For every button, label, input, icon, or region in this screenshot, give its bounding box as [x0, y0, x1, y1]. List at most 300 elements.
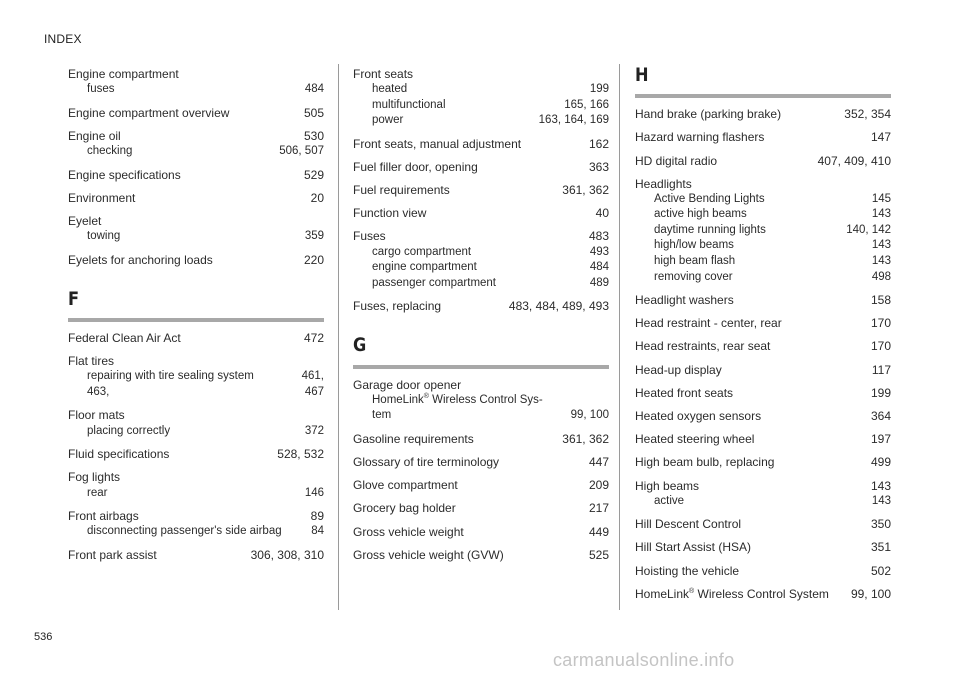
index-entry: [353, 500, 609, 516]
term-text: Function view: [353, 206, 427, 221]
index-term: [635, 292, 734, 308]
index-term: [635, 539, 751, 555]
term-text: Hand brake (parking brake): [635, 107, 782, 122]
entry-row: [68, 330, 324, 346]
page-refs: 143: [870, 478, 891, 493]
index-entry: [353, 298, 609, 314]
entry-row: [68, 190, 324, 206]
page-refs: 364: [870, 408, 891, 423]
section-letter: H: [635, 64, 649, 86]
index-term: [635, 385, 733, 401]
entry-row: [68, 508, 324, 524]
term-text: Hazard warning flashers: [635, 130, 765, 145]
term-text: heated: [372, 83, 408, 96]
term-text: towing: [87, 230, 121, 243]
entry-row: [635, 516, 891, 532]
term-text: HomeLink: [372, 393, 424, 406]
index-entry: [353, 547, 609, 563]
term-text: Engine specifications: [68, 167, 181, 182]
sub-entry-row: [68, 369, 324, 385]
index-term: [87, 424, 170, 440]
page-refs: 199: [870, 385, 891, 400]
page-refs: 117: [871, 362, 891, 377]
page-refs: 352, 354: [844, 107, 891, 122]
entry-row: [353, 205, 609, 221]
page-refs: 163, 164, 169: [538, 114, 609, 127]
page-refs: 499: [870, 455, 891, 470]
sub-entries: [635, 192, 891, 285]
running-head: INDEX: [44, 32, 82, 46]
term-text: Engine compartment: [68, 67, 179, 81]
index-entry: [68, 353, 324, 400]
index-entry: [635, 454, 891, 470]
index-term: [635, 516, 741, 532]
entry-row: [353, 228, 609, 244]
term-text: removing cover: [654, 270, 733, 283]
sub-entries: [68, 144, 324, 160]
term-text: power: [372, 114, 404, 127]
page-refs: 143: [871, 494, 891, 507]
term-text: disconnecting passenger's side airbag: [87, 525, 282, 538]
page-refs: 447: [588, 455, 609, 469]
term-text: Front seats, manual adjustment: [353, 136, 522, 151]
index-term: [635, 176, 692, 192]
index-entry: [353, 377, 609, 424]
term-text: passenger compartment: [372, 276, 497, 289]
term-text: Hoisting the vehicle: [635, 563, 740, 578]
term-text: Front park assist: [68, 547, 157, 562]
term-text: checking: [87, 145, 133, 158]
term-text: Fuel filler door, opening: [353, 159, 478, 174]
index-term: [654, 207, 747, 223]
sub-entry-row: [353, 82, 609, 98]
index-term: [87, 82, 115, 98]
entry-row: [635, 315, 891, 331]
entry-row: [68, 547, 324, 563]
entry-row: [635, 563, 891, 579]
page-refs: 143: [871, 255, 891, 267]
page-refs: 199: [589, 83, 609, 96]
entry-row: [635, 153, 891, 169]
page-refs: 484: [304, 83, 324, 96]
entry-row: [635, 385, 891, 401]
index-entry: [353, 524, 609, 540]
entry-row: [353, 377, 609, 393]
index-term: [353, 205, 426, 221]
sub-entry-row: [68, 486, 324, 502]
term-text: Active Bending Lights: [654, 192, 765, 205]
watermark: carmanualsonline.info: [553, 650, 735, 670]
page-refs: 407, 409, 410: [817, 153, 891, 168]
term-text: Front seats: [353, 67, 414, 81]
term-text-rest: Wireless Control System: [694, 586, 829, 601]
index-entry: [353, 477, 609, 493]
index-entry: [635, 292, 891, 308]
index-term: [68, 407, 125, 423]
page-refs: 306, 308, 310: [250, 547, 324, 562]
sub-entry-row: [68, 229, 324, 245]
index-term: [353, 228, 386, 244]
index-term: [372, 113, 403, 129]
page-refs: 170: [870, 339, 891, 354]
page-refs: 40: [595, 206, 609, 221]
term-text: Engine oil: [68, 128, 121, 143]
term-text: Floor mats: [68, 408, 125, 423]
page-refs: 498: [871, 270, 891, 283]
sub-entry-row: [635, 192, 891, 208]
page-refs: 99, 100: [850, 586, 891, 601]
index-term: [68, 353, 114, 369]
page-refs: 506, 507: [279, 145, 324, 158]
entry-row: [68, 128, 324, 144]
term-text: high/low beams: [654, 239, 734, 252]
entry-row: [68, 353, 324, 369]
index-term: [372, 82, 407, 98]
entry-row: [353, 182, 609, 198]
sub-entry-row: [635, 254, 891, 270]
page-refs: 505: [303, 105, 324, 120]
index-entry: [635, 385, 891, 401]
page-refs: 449: [588, 524, 609, 539]
index-term: [353, 66, 413, 82]
entry-row: [353, 136, 609, 152]
column-divider: [619, 64, 620, 610]
sub-entries: [353, 245, 609, 292]
index-entry: [68, 66, 324, 98]
index-entry: [635, 431, 891, 447]
page-refs: 363: [588, 159, 609, 174]
entry-row: [353, 159, 609, 175]
index-entry: [68, 508, 324, 540]
term-text: Fog lights: [68, 470, 121, 485]
index-entry: [635, 478, 891, 510]
column-divider: [338, 64, 339, 610]
term-text: Gross vehicle weight (GVW): [353, 547, 504, 562]
entry-row: [635, 292, 891, 308]
page-refs: 528, 532: [277, 447, 324, 462]
page-refs: 483: [588, 229, 609, 244]
index-term: [353, 136, 521, 152]
index-entry: [635, 338, 891, 354]
entry-row: [353, 431, 609, 447]
section-rule: [68, 318, 324, 322]
index-entry: [68, 190, 324, 206]
index-term: [353, 500, 456, 516]
section-letter-block: [353, 336, 609, 368]
index-entry: [635, 176, 891, 285]
index-term: [635, 362, 722, 378]
term-text: active high beams: [654, 208, 747, 221]
term-text: Federal Clean Air Act: [68, 331, 181, 346]
section-rule: [353, 365, 609, 369]
term-text: rear: [87, 486, 108, 499]
term-text: Headlight washers: [635, 293, 734, 308]
index-entry: [353, 454, 609, 470]
page-refs: 143: [871, 239, 891, 252]
index-term: [87, 144, 132, 160]
term-text: HD digital radio: [635, 153, 718, 168]
term-text: high beam flash: [654, 255, 736, 267]
term-text: placing correctly: [87, 424, 171, 437]
term-text: active: [654, 494, 685, 507]
section-letter-block: [68, 287, 324, 322]
entry-row: [635, 539, 891, 555]
term-text: Headlights: [635, 176, 692, 191]
page-refs: 484: [589, 261, 609, 274]
term-text: cargo compartment: [372, 245, 472, 258]
entry-row: [353, 524, 609, 540]
index-entry: [68, 446, 324, 462]
sub-entries: [68, 424, 324, 440]
index-entry: [68, 330, 324, 346]
index-term: [68, 330, 181, 346]
term-text: Hill Descent Control: [635, 517, 742, 532]
term-text: Gross vehicle weight: [353, 524, 464, 539]
page-refs: 162: [588, 136, 609, 151]
index-term: [654, 192, 765, 208]
sub-entry-row: [635, 238, 891, 254]
index-term: [372, 260, 477, 276]
index-term: [654, 238, 734, 254]
entry-row: [353, 500, 609, 516]
term-text: Engine compartment overview: [68, 105, 230, 120]
index-term: [353, 431, 474, 447]
index-entry: [635, 106, 891, 122]
index-entry: [353, 136, 609, 152]
term-text: Garage door opener: [353, 377, 462, 392]
index-term: [68, 128, 121, 144]
index-term: [353, 477, 458, 493]
index-term: [87, 369, 254, 385]
entry-row: [68, 105, 324, 121]
term-text: Head-up display: [635, 362, 722, 377]
registered-mark: ®: [689, 587, 695, 595]
page-refs: 525: [588, 547, 609, 562]
page-refs: 99, 100: [570, 409, 609, 422]
index-entry: [635, 129, 891, 145]
entry-row: [68, 407, 324, 423]
section-letter: G: [353, 334, 367, 357]
page-refs: 217: [588, 501, 609, 516]
index-term: [68, 446, 169, 462]
page-refs: 467: [304, 385, 324, 398]
sub-entry-row: [353, 260, 609, 276]
page-refs: 361, 362: [562, 183, 609, 198]
page-refs: 140, 142: [846, 223, 891, 236]
index-term: [68, 105, 229, 121]
index-term: [635, 129, 764, 145]
sub-entry-row: [68, 144, 324, 160]
term-text: Glove compartment: [353, 478, 458, 493]
sub-entry-row: [353, 393, 609, 409]
index-term: [353, 524, 464, 540]
index-entry: [353, 431, 609, 447]
page-refs: 220: [303, 252, 324, 267]
index-term: [635, 586, 829, 602]
term-text: Gasoline requirements: [353, 431, 474, 446]
index-column-1: [68, 66, 324, 570]
term-text: repairing with tire sealing system: [87, 370, 254, 383]
index-term: [635, 563, 739, 579]
index-entry: [635, 539, 891, 555]
index-term: [654, 270, 733, 286]
index-entry: [635, 563, 891, 579]
sub-entries: [68, 229, 324, 245]
entry-row: [635, 106, 891, 122]
index-term: [68, 167, 181, 183]
term-text: Head restraint - center, rear: [635, 316, 782, 331]
index-term: [68, 469, 120, 485]
index-term: [635, 338, 770, 354]
sub-entry-row: [353, 98, 609, 114]
term-text: Environment: [68, 190, 136, 205]
entry-row: [68, 252, 324, 268]
index-term: [87, 486, 107, 502]
term-text: Eyelets for anchoring loads: [68, 252, 213, 267]
index-entry: [68, 252, 324, 268]
sub-entries: [353, 82, 609, 129]
entry-row: [68, 66, 324, 82]
index-term: [353, 298, 441, 314]
index-term: [654, 494, 684, 510]
page-refs: 359: [304, 230, 324, 243]
page-refs: 197: [870, 432, 891, 447]
entry-row: [68, 446, 324, 462]
term-text: Flat tires: [68, 354, 115, 369]
term-text: Grocery bag holder: [353, 501, 456, 516]
index-term: [353, 547, 504, 563]
index-entry: [635, 408, 891, 424]
index-term: [68, 66, 179, 82]
sub-entries: [68, 524, 324, 540]
page-number: 536: [34, 631, 53, 643]
index-entry: [68, 105, 324, 121]
sub-entries: [68, 82, 324, 98]
index-term: [68, 508, 139, 524]
index-column-3: [635, 66, 891, 609]
term-text: Head restraints, rear seat: [635, 339, 771, 354]
term-text: HomeLink: [635, 586, 690, 601]
term-text: Eyelet: [68, 213, 102, 228]
index-entry: [68, 213, 324, 245]
page-refs: 529: [303, 167, 324, 182]
index-entry: [635, 315, 891, 331]
term-text: Glossary of tire terminology: [353, 455, 500, 469]
index-term: [353, 182, 450, 198]
term-continued: 463,: [87, 385, 110, 398]
entry-row: [635, 338, 891, 354]
page-refs: 147: [870, 130, 891, 145]
entry-row: [353, 547, 609, 563]
index-term: [372, 245, 471, 261]
term-text: Heated oxygen sensors: [635, 408, 762, 423]
index-entry: [68, 128, 324, 160]
index-term: [635, 408, 761, 424]
section-letter-block: [635, 66, 891, 98]
entry-row: [353, 454, 609, 470]
page-refs: 351: [870, 540, 891, 555]
term-text: Fuses: [353, 229, 386, 244]
sub-entry-row: [353, 276, 609, 292]
index-term: [372, 276, 496, 292]
sub-entry-row: [353, 245, 609, 261]
term-text: Heated front seats: [635, 385, 734, 400]
sub-entry-row: [635, 494, 891, 510]
index-entry: [68, 547, 324, 563]
sub-entry-row: [635, 270, 891, 286]
index-term: [68, 190, 135, 206]
index-entry: [353, 66, 609, 129]
registered-mark: ®: [423, 392, 429, 400]
index-entry: [353, 205, 609, 221]
index-entry: [635, 362, 891, 378]
sub-entry-row: [68, 424, 324, 440]
term-text: daytime running lights: [654, 223, 766, 236]
sub-entry-row-continued: [353, 408, 609, 424]
page-refs: 84: [311, 525, 324, 538]
index-entry: [635, 153, 891, 169]
index-term: [353, 454, 499, 470]
page-refs: 146: [304, 486, 324, 499]
term-text: Fuses, replacing: [353, 299, 442, 314]
index-term: [372, 98, 446, 114]
index-term: [68, 252, 213, 268]
entry-row: [635, 454, 891, 470]
index-term: [68, 213, 101, 229]
index-term: [635, 478, 699, 494]
page-refs: 461,: [301, 370, 324, 383]
sub-entries: [68, 486, 324, 502]
entry-row: [68, 167, 324, 183]
index-term: [654, 254, 735, 270]
page-refs: 209: [588, 478, 609, 493]
section-letter: F: [68, 287, 80, 310]
entry-row: [635, 478, 891, 494]
term-text: Fuel requirements: [353, 183, 450, 198]
index-term: [635, 431, 754, 447]
term-text: High beam bulb, replacing: [635, 455, 775, 470]
sub-entry-row: [635, 223, 891, 239]
index-entry: [353, 159, 609, 175]
sub-entries: [635, 494, 891, 510]
index-entry: [635, 586, 891, 602]
page-refs: 361, 362: [562, 431, 609, 446]
index-entry: [635, 516, 891, 532]
sub-entry-row: [68, 524, 324, 540]
index-term: [635, 106, 781, 122]
page-refs: 483, 484, 489, 493: [508, 299, 609, 314]
entry-row: [635, 362, 891, 378]
sub-entries: [353, 393, 609, 424]
entry-row: [353, 477, 609, 493]
entry-row: [68, 213, 324, 229]
page-refs: 20: [310, 190, 324, 205]
entry-row: [353, 298, 609, 314]
index-entry: [353, 182, 609, 198]
index-term: [654, 223, 766, 239]
index-term: [635, 454, 774, 470]
index-term: [68, 547, 157, 563]
page-refs: 489: [589, 276, 609, 289]
index-term: [87, 524, 282, 540]
page-refs: 89: [310, 509, 324, 524]
entry-row: [68, 469, 324, 485]
index-entry: [68, 407, 324, 439]
page-refs: 472: [303, 331, 324, 346]
page-refs: 530: [303, 128, 324, 143]
index-entry: [68, 167, 324, 183]
term-text: Heated steering wheel: [635, 432, 755, 447]
